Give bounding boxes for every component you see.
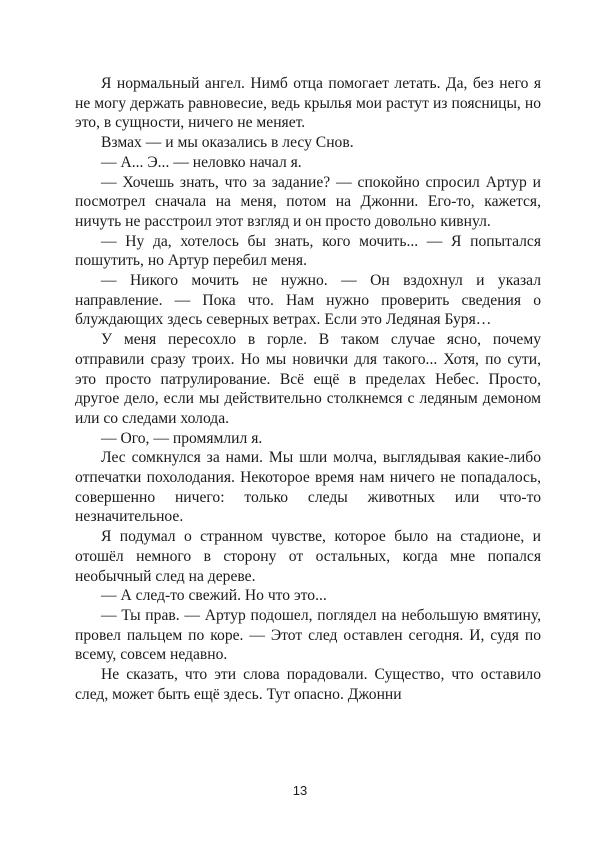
paragraph-11: — А след-то свежий. Но что это... [101,587,327,605]
paragraph-3: — А... Э... — неловко начал я. [101,153,302,171]
body-text [75,74,541,705]
paragraph-4: — Хочешь знать, что за задание? — спокойно спросил Артур и посмотрел сначала на меня, потом на Джонни. Его-то, кажется, ничуть не расстроил этот взгляд и он просто довольно кивнул. [75,173,541,230]
paragraph-1: Я нормальный ангел. Нимб отца помогает летать. Да, без него я не могу держать равновесие, ведь крылья мои растут из поясницы, но это, в сущности, ничего не меняет. [75,75,541,132]
paragraph-6: — Никого мочить не нужно. — Он вздохнул и указал направление. — Пока что. Нам нужно проверить сведения о блуждающих здесь северных ветрах. Если это Ледяная Буря… [75,272,541,329]
paragraph-12: — Ты прав. — Артур подошел, поглядел на небольшую вмятину, провел пальцем по коре. — Этот след оставлен сегодня. И, судя по всему, совсем недавно. [75,606,541,664]
paragraph-9: Лес сомкнулся за нами. Мы шли молча, выглядывая какие-либо отпечатки похолодания. Некоторое время нам ничего не попадалось, совершенно ничего: только следы животных или что-то незначительное. [75,449,541,526]
page-number: 13 [292,783,308,798]
paragraph-5: — Ну да, хотелось бы знать, кого мочить... — Я попытался пошутить, но Артур перебил меня. [75,232,541,270]
paragraph-2: Взмах — и мы оказались в лесу Снов. [101,134,354,152]
paragraph-10: Я подумал о странном чувстве, которое было на стадионе, и отошёл немного в сторону от остальных, когда мне попался необычный след на дереве. [75,528,541,585]
paragraph-13: Не сказать, что эти слова порадовали. Существо, что оставило след, может быть ещё здесь. Тут опасно. Джонни [75,666,541,703]
paragraph-7: У меня пересохло в горле. В таком случае ясно, почему отправили сразу троих. Но мы новички для такого... Хотя, по сути, это просто патрулирование. Всё ещё в пределах Небес. Просто, другое дело, если мы действительно столкнемся с ледяным демоном или со следами холода. [75,331,541,427]
paragraph-8: — Ого, — промямлил я. [101,429,263,447]
